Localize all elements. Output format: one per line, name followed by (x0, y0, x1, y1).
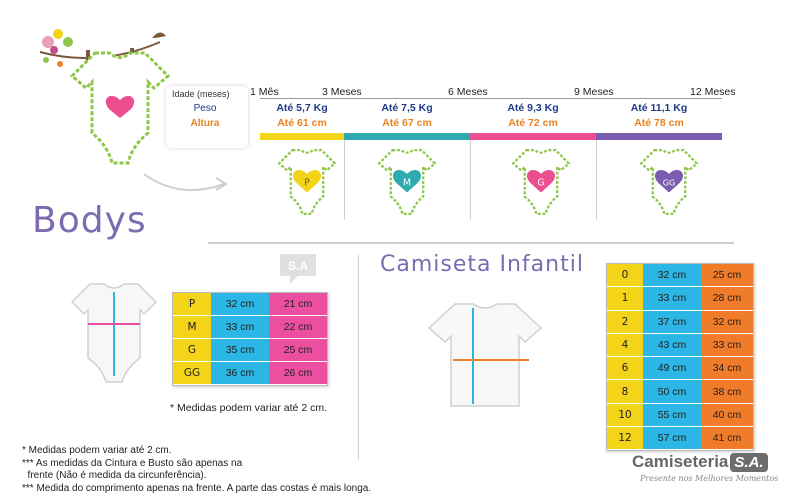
footnote: * Medidas podem variar até 2 cm. (22, 445, 172, 456)
value-cell: 36 cm (211, 362, 269, 385)
bodys-note: * Medidas podem variar até 2 cm. (170, 402, 327, 414)
segment-bar (344, 133, 470, 140)
vertical-divider (358, 255, 359, 460)
table-row (607, 380, 753, 403)
segment-divider (596, 140, 597, 220)
segment-height: Até 61 cm (277, 117, 327, 129)
bodys-size-table (172, 292, 328, 386)
month-label: 12 Meses (690, 86, 736, 98)
table-row (607, 264, 753, 287)
size-cell: 10 (607, 404, 643, 427)
table-row (173, 339, 327, 362)
table-row (607, 427, 753, 450)
value-cell: 50 cm (643, 380, 701, 403)
bodysuit-photo-icon (70, 280, 158, 384)
size-cell: M (173, 316, 211, 339)
section-title-bodys: Bodys (32, 200, 147, 241)
segment-divider (344, 140, 345, 220)
table-row (607, 357, 753, 380)
value-cell: 37 cm (643, 311, 701, 334)
segment-bar (260, 133, 344, 140)
table-row (607, 334, 753, 357)
age-label: Idade (meses) (172, 89, 230, 99)
bodysuit-icon (512, 140, 570, 224)
value-cell: 34 cm (701, 357, 753, 380)
value-cell: 49 cm (643, 357, 701, 380)
brand-logo (632, 452, 768, 472)
value-cell: 25 cm (701, 264, 753, 287)
height-label: Altura (190, 118, 220, 129)
segment-bar (596, 133, 722, 140)
month-label: 3 Meses (322, 86, 362, 98)
camiseta-size-table (606, 263, 754, 451)
size-cell: P (173, 293, 211, 316)
brand-tagline: Presente nos Melhores Momentos (640, 474, 779, 483)
segment-weight: Até 9,3 Kg (507, 102, 559, 114)
size-letter: G (537, 177, 545, 189)
segment-divider (470, 140, 471, 220)
table-row (173, 362, 327, 385)
table-row (607, 311, 753, 334)
size-cell: 8 (607, 380, 643, 403)
value-cell: 35 cm (211, 339, 269, 362)
size-letter: P (304, 177, 310, 189)
table-row (173, 316, 327, 339)
month-label: 1 Mês (250, 86, 279, 98)
value-cell: 25 cm (269, 339, 327, 362)
segment-weight: Até 7,5 Kg (381, 102, 433, 114)
footnote: *** As medidas da Cintura e Busto são apenas na (22, 457, 243, 469)
footnotes (22, 445, 371, 495)
table-row (607, 287, 753, 310)
table-row (173, 293, 327, 316)
size-cell: GG (173, 362, 211, 385)
value-cell: 55 cm (643, 404, 701, 427)
value-cell: 32 cm (643, 264, 701, 287)
segment-bar (470, 133, 596, 140)
section-title-camiseta: Camiseta Infantil (380, 252, 584, 277)
size-segment-gg (596, 100, 722, 140)
value-cell: 33 cm (701, 334, 753, 357)
size-cell: 2 (607, 311, 643, 334)
brand-name: Camiseteria (632, 452, 729, 471)
weight-label: Peso (193, 103, 217, 114)
size-letter: M (403, 177, 411, 189)
size-cell: 4 (607, 334, 643, 357)
size-cell: 1 (607, 287, 643, 310)
size-segment-p (260, 100, 344, 140)
segment-height: Até 72 cm (508, 117, 558, 129)
month-label: 6 Meses (448, 86, 488, 98)
value-cell: 41 cm (701, 427, 753, 450)
bodysuit-icon (640, 140, 698, 224)
scale-line (260, 98, 722, 99)
value-cell: 33 cm (211, 316, 269, 339)
value-cell: 57 cm (643, 427, 701, 450)
value-cell: 38 cm (701, 380, 753, 403)
value-cell: 40 cm (701, 404, 753, 427)
curved-arrow-icon (140, 170, 230, 200)
size-segment-g (470, 100, 596, 140)
bodysuit-icon (378, 140, 436, 224)
size-cell: 0 (607, 264, 643, 287)
month-label: 9 Meses (574, 86, 614, 98)
footnote: *** Medida do comprimento apenas na frente. A parte das costas é mais longa. (22, 482, 372, 494)
bodysuit-icon (278, 140, 336, 224)
value-cell: 33 cm (643, 287, 701, 310)
value-cell: 43 cm (643, 334, 701, 357)
value-cell: 26 cm (269, 362, 327, 385)
value-cell: 22 cm (269, 316, 327, 339)
size-cell: 6 (607, 357, 643, 380)
size-cell: G (173, 339, 211, 362)
value-cell: 32 cm (211, 293, 269, 316)
tshirt-icon (425, 300, 545, 410)
brand-badge: S.A. (730, 453, 767, 472)
size-letter: GG (662, 177, 676, 188)
size-cell: 12 (607, 427, 643, 450)
value-cell: 32 cm (701, 311, 753, 334)
horizontal-divider (208, 242, 734, 244)
size-segment-m (344, 100, 470, 140)
svg-text:S.A: S.A (287, 259, 309, 273)
footnote: frente (Não é medida da circunferência). (22, 470, 207, 481)
value-cell: 21 cm (269, 293, 327, 316)
value-cell: 28 cm (701, 287, 753, 310)
segment-weight: Até 5,7 Kg (276, 102, 328, 114)
segment-height: Até 67 cm (382, 117, 432, 129)
segment-weight: Até 11,1 Kg (630, 102, 688, 114)
segment-height: Até 78 cm (634, 117, 684, 129)
bodysuit-icon (70, 48, 170, 168)
watermark-logo (276, 250, 320, 288)
table-row (607, 404, 753, 427)
